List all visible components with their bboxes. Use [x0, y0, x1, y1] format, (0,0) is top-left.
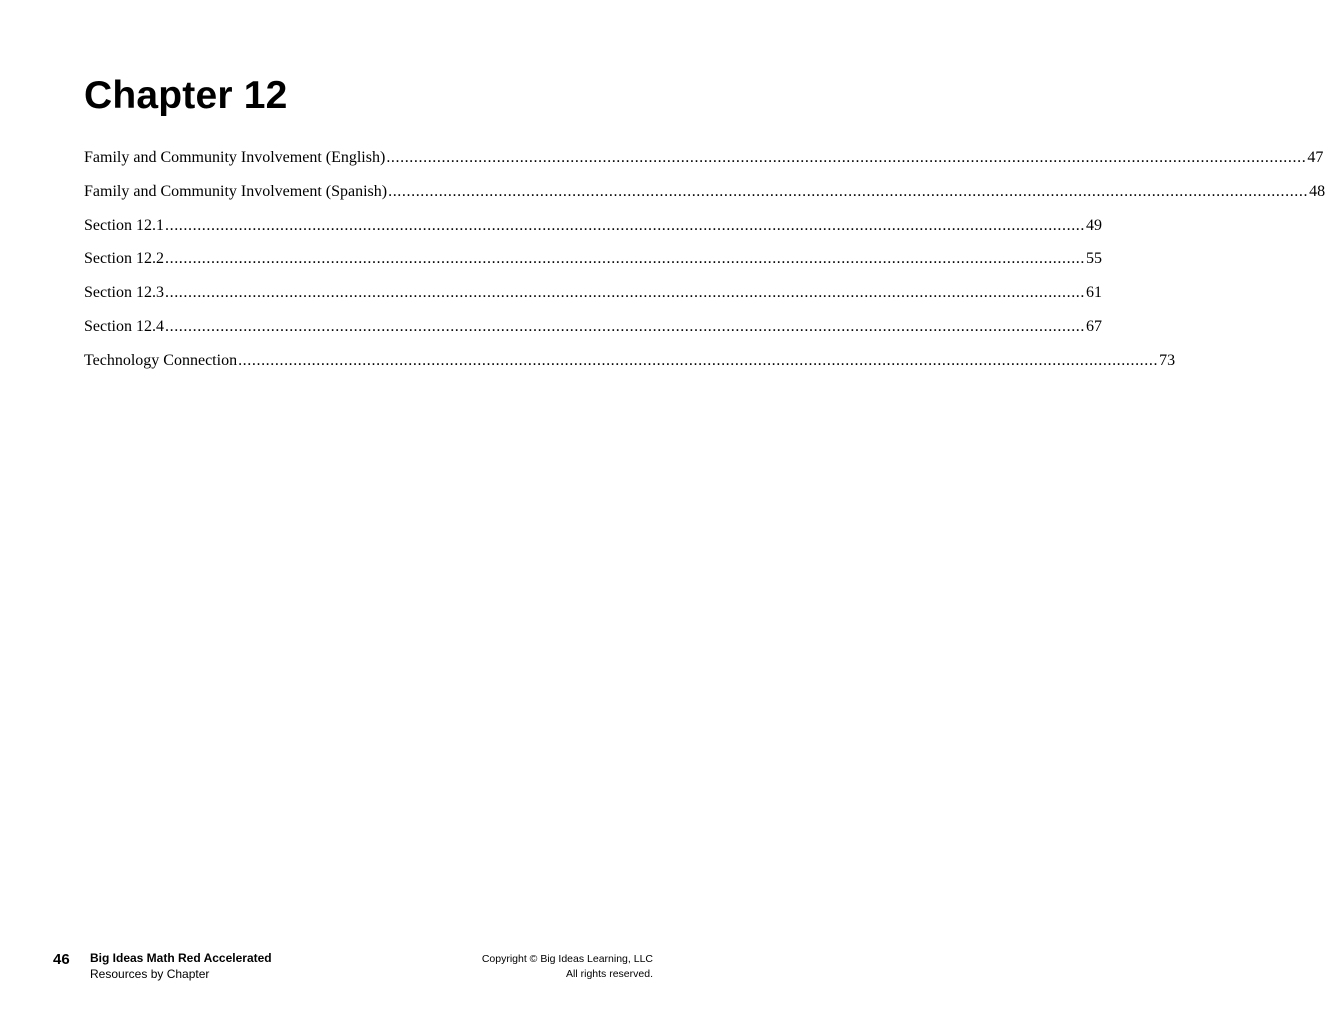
footer-book-info — [90, 950, 272, 982]
footer-copyright-line: Copyright © Big Ideas Learning, LLC — [481, 953, 653, 965]
toc-entry-page: 49 — [1086, 216, 1102, 234]
toc-dot-leader: ........................................................................................................................................................................................................ — [388, 182, 1309, 200]
toc-entry-label: Section 12.4 — [84, 317, 164, 335]
toc-entry-page: 73 — [1159, 351, 1176, 369]
toc-entry-spanish[interactable] — [84, 180, 1325, 214]
toc-dot-leader: ........................................................................................................................................................................................................ — [165, 284, 1085, 302]
table-of-contents — [84, 146, 1325, 383]
toc-entry-section-12-2[interactable] — [84, 247, 1102, 281]
footer-page-number: 46 — [53, 951, 70, 968]
toc-entry-page: 48 — [1309, 182, 1325, 200]
toc-dot-leader: ........................................................................................................................................................................................................ — [238, 351, 1159, 369]
footer-book-title: Big Ideas Math Red Accelerated — [90, 951, 272, 965]
toc-entry-label: Family and Community Involvement (Spanish) — [84, 182, 388, 200]
toc-entry-label: Technology Connection — [84, 351, 238, 369]
toc-entry-page: 67 — [1086, 317, 1102, 335]
toc-dot-leader: ........................................................................................................................................................................................................ — [165, 317, 1085, 335]
toc-entry-page: 61 — [1086, 284, 1102, 302]
toc-entry-label: Section 12.1 — [84, 216, 164, 234]
toc-entry-label: Section 12.3 — [84, 284, 164, 302]
toc-entry-section-12-3[interactable] — [84, 281, 1102, 315]
footer-copyright — [482, 952, 653, 982]
toc-entry-section-12-4[interactable] — [84, 315, 1102, 349]
toc-entry-label: Family and Community Involvement (English) — [84, 149, 386, 166]
toc-entry-technology-connection[interactable] — [84, 349, 1176, 383]
page-title: Chapter 12 — [84, 74, 288, 117]
toc-dot-leader: ........................................................................................................................................................................................................ — [386, 149, 1307, 166]
toc-entry-label: Section 12.2 — [84, 250, 164, 268]
toc-entry-section-12-1[interactable] — [84, 214, 1102, 248]
toc-entry-page: 55 — [1086, 250, 1102, 268]
footer-rights-line: All rights reserved. — [566, 968, 653, 980]
toc-entry-page: 47 — [1307, 149, 1324, 166]
toc-dot-leader: ........................................................................................................................................................................................................ — [165, 250, 1085, 268]
toc-entry-english[interactable] — [84, 146, 1324, 180]
footer-book-subtitle: Resources by Chapter — [90, 967, 210, 981]
toc-dot-leader: ........................................................................................................................................................................................................ — [165, 216, 1085, 234]
